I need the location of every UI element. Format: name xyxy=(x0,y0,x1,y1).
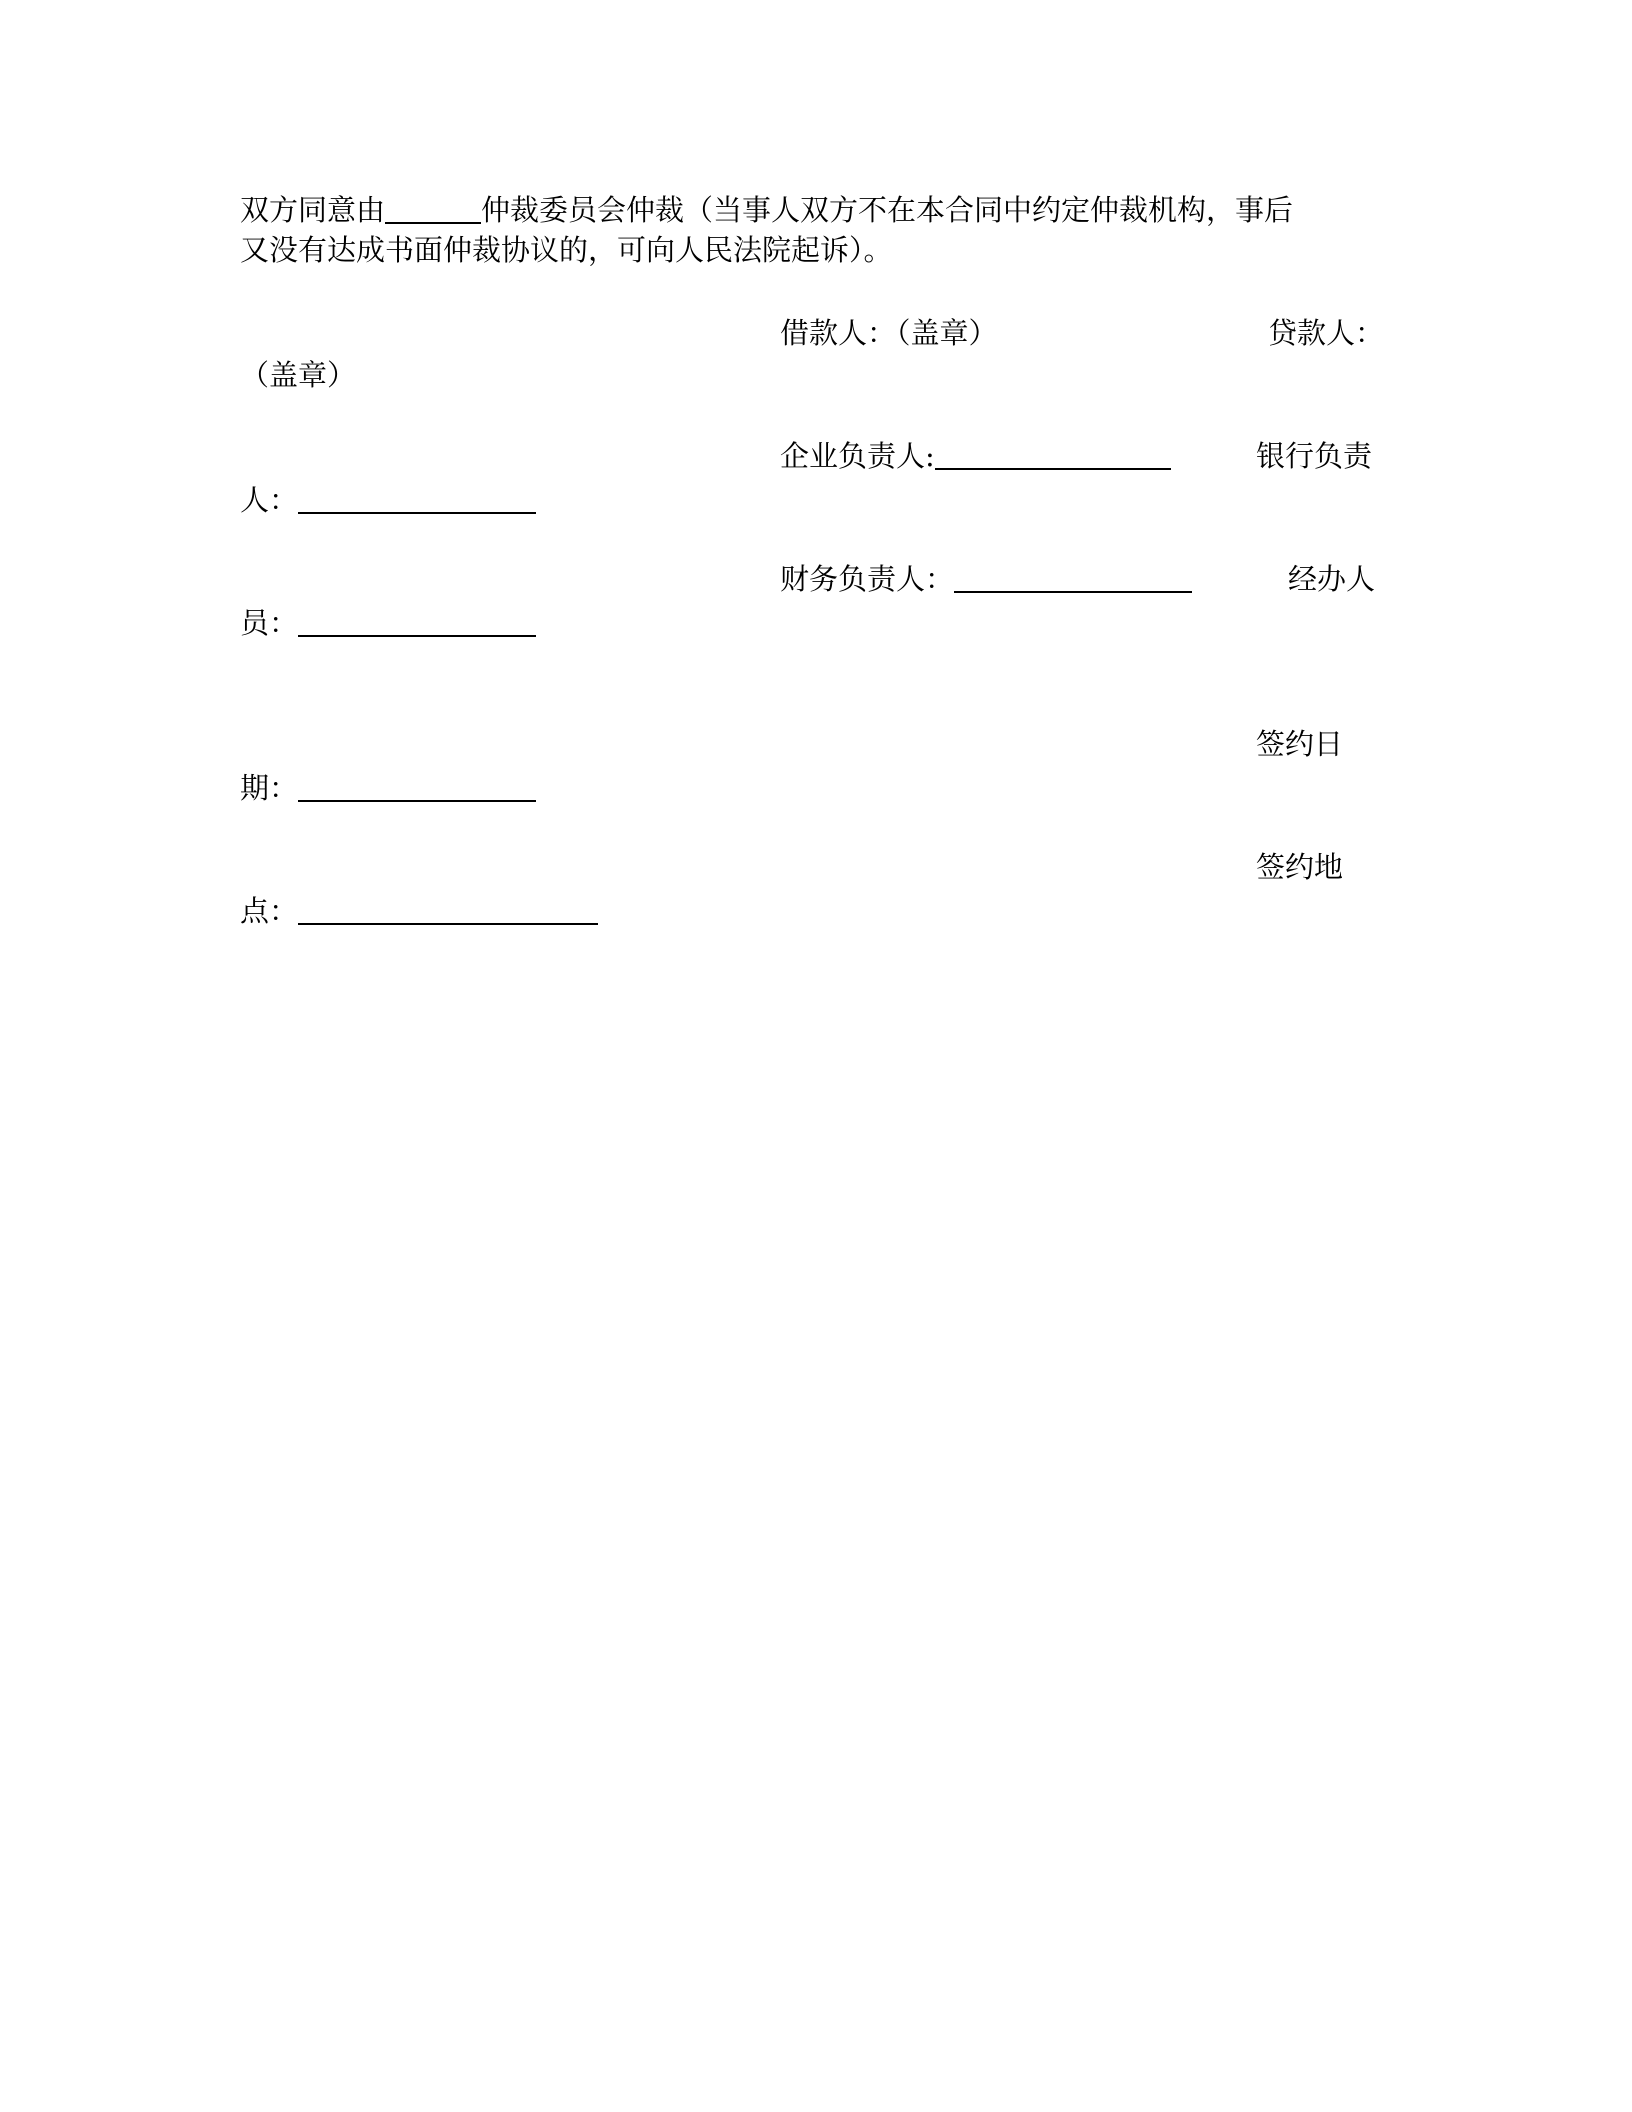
arbitration-line-2 xyxy=(240,230,893,270)
bank-head-label-part1: 银行负责 xyxy=(1256,439,1373,473)
handler-signature-blank[interactable] xyxy=(298,605,536,637)
bank-head-signature-blank[interactable] xyxy=(298,482,536,514)
sign-place-blank[interactable] xyxy=(298,893,598,925)
finance-head-signature-blank[interactable] xyxy=(954,561,1192,593)
enterprise-head-signature-blank[interactable] xyxy=(935,438,1171,470)
sign-date-label-part1: 签约日 xyxy=(1256,727,1344,761)
enterprise-head-row xyxy=(780,436,1171,476)
sign-date-row xyxy=(240,768,536,808)
borrower-label: 借款人：（盖章） xyxy=(780,316,998,350)
arbitration-line-1 xyxy=(240,190,1293,230)
sign-date-label-wrap xyxy=(1256,724,1343,764)
arbitration-line1-rest: 仲裁委员会仲裁（当事人双方不在本合同中约定仲裁机构，事后 xyxy=(481,193,1294,227)
lender-label: 贷款人： xyxy=(1268,316,1385,350)
bank-head-row xyxy=(240,480,536,520)
arbitration-line2-text: 又没有达成书面仲裁协议的，可向人民法院起诉）。 xyxy=(240,233,893,267)
arbitration-committee-blank[interactable] xyxy=(385,192,481,224)
bank-head-label-wrap xyxy=(1256,436,1372,476)
handler-label-part1: 经办人 xyxy=(1288,562,1376,596)
sign-place-row xyxy=(240,891,598,931)
sign-place-label-part1: 签约地 xyxy=(1256,850,1344,884)
handler-label-wrap xyxy=(1288,559,1375,599)
sign-place-label-part2: 点： xyxy=(240,894,299,928)
bank-head-label-part2: 人： xyxy=(240,483,299,517)
handler-label-part2: 员： xyxy=(240,606,299,640)
enterprise-head-label: 企业负责人: xyxy=(780,439,935,473)
lender-label-wrap xyxy=(1268,313,1384,353)
sign-date-label-part2: 期： xyxy=(240,771,299,805)
arbitration-prefix: 双方同意由 xyxy=(240,193,386,227)
borrower-seal-label xyxy=(780,313,998,353)
sign-place-label-wrap xyxy=(1256,847,1343,887)
handler-row xyxy=(240,603,536,643)
lender-seal-wrap xyxy=(240,355,356,395)
lender-seal-label: （盖章） xyxy=(240,358,357,392)
sign-date-blank[interactable] xyxy=(298,770,536,802)
finance-head-row xyxy=(780,559,1192,599)
finance-head-label: 财务负责人： xyxy=(780,562,955,596)
